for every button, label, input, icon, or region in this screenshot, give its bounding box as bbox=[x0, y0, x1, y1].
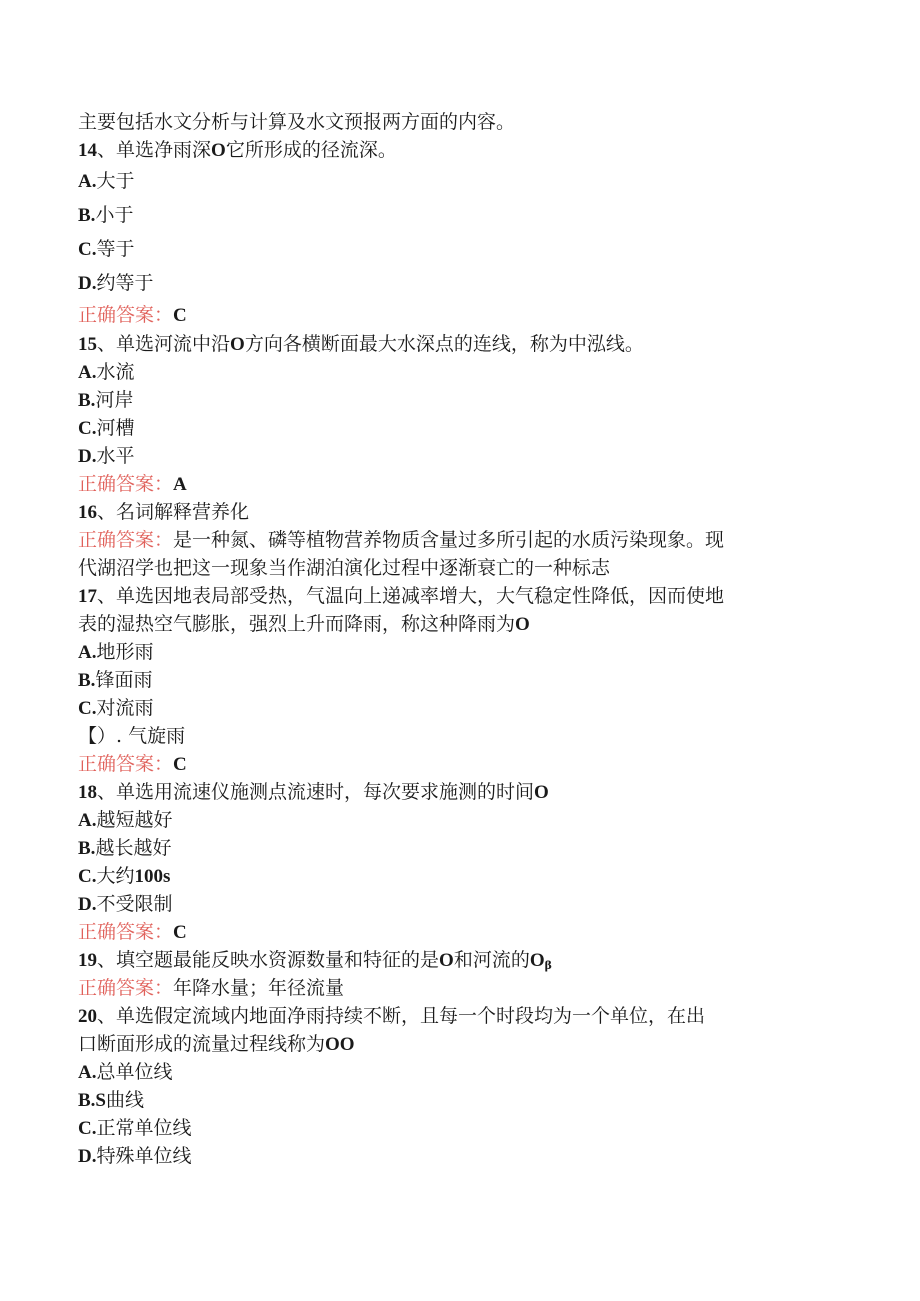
question-16-stem: 16、名词解释营养化 bbox=[78, 501, 250, 523]
q20-option-d: D.特殊单位线 bbox=[78, 1145, 192, 1167]
answer-value: C bbox=[173, 305, 187, 326]
answer-label: 正确答案： bbox=[78, 977, 174, 999]
intro-line: 主要包括水文分析与计算及水文预报两方面的内容。 bbox=[78, 111, 516, 133]
blank-marker: O bbox=[515, 614, 530, 635]
question-number: 14 bbox=[78, 140, 97, 161]
question-20-stem: 20、单选假定流域内地面净雨持续不断，且每一个时段均为一个单位，在出 bbox=[78, 1005, 706, 1027]
answer-value: A bbox=[173, 474, 187, 495]
q16-answer-line-1: 正确答案：是一种氮、磷等植物营养物质含量过多所引起的水质污染现象。现 bbox=[78, 529, 725, 551]
q14-option-b: B.小于 bbox=[78, 204, 134, 226]
question-number: 18 bbox=[78, 782, 97, 803]
answer-label: 正确答案： bbox=[78, 473, 174, 495]
question-number: 19 bbox=[78, 950, 97, 971]
q17-answer bbox=[78, 750, 838, 778]
question-19-stem: 19、填空题最能反映水资源数量和特征的是O和河流的$O_\beta$ bbox=[78, 949, 552, 972]
q15-option-b: B.河岸 bbox=[78, 389, 134, 411]
question-number: 17 bbox=[78, 586, 97, 607]
q18-option-a: A.越短越好 bbox=[78, 809, 173, 831]
question-number: 20 bbox=[78, 1006, 97, 1027]
question-17-stem: 17、单选因地表局部受热，气温向上递减率增大，大气稳定性降低，因而使地 bbox=[78, 585, 725, 607]
answer-label: 正确答案： bbox=[78, 304, 174, 326]
q14-option-d: D.约等于 bbox=[78, 272, 154, 294]
question-number: 16 bbox=[78, 502, 97, 523]
q19-answer bbox=[78, 974, 838, 1002]
q14-answer bbox=[78, 300, 838, 330]
answer-value: C bbox=[173, 754, 187, 775]
question-14-stem: 14、单选净雨深O它所形成的径流深。 bbox=[78, 139, 397, 161]
q20-option-b: B.S曲线 bbox=[78, 1089, 145, 1111]
q18-option-c: C.大约100s bbox=[78, 865, 171, 887]
blank-marker: O bbox=[230, 334, 245, 355]
answer-value: 年降水量；年径流量 bbox=[173, 977, 345, 999]
question-17-stem-cont: 表的湿热空气膨胀，强烈上升而降雨，称这种降雨为O bbox=[78, 613, 530, 635]
q18-option-d: D.不受限制 bbox=[78, 893, 173, 915]
question-15-stem: 15、单选河流中沿O方向各横断面最大水深点的连线，称为中泓线。 bbox=[78, 333, 644, 355]
q18-option-b: B.越长越好 bbox=[78, 837, 172, 859]
blank-marker: O bbox=[534, 782, 549, 803]
blank-marker: O bbox=[439, 950, 454, 971]
document-page bbox=[78, 108, 838, 1170]
answer-value: C bbox=[173, 922, 187, 943]
q14-option-a: A.大于 bbox=[78, 170, 135, 192]
q17-option-d: 【）. 气旋雨 bbox=[78, 725, 186, 747]
answer-label: 正确答案： bbox=[78, 921, 174, 943]
answer-label: 正确答案： bbox=[78, 753, 174, 775]
blank-marker: O bbox=[211, 140, 226, 161]
answer-label: 正确答案： bbox=[78, 529, 174, 551]
question-20-stem-cont: 口断面形成的流量过程线称为OO bbox=[78, 1033, 355, 1055]
q15-option-a: A.水流 bbox=[78, 361, 135, 383]
q17-option-b: B.锋面雨 bbox=[78, 669, 153, 691]
q17-option-c: C.对流雨 bbox=[78, 697, 154, 719]
q18-answer bbox=[78, 918, 838, 946]
subscript-mark: β bbox=[544, 959, 552, 972]
blank-marker: O bbox=[529, 950, 545, 971]
blank-marker: OO bbox=[325, 1034, 355, 1055]
q20-option-c: C.正常单位线 bbox=[78, 1117, 192, 1139]
q15-option-c: C.河槽 bbox=[78, 417, 135, 439]
q15-answer bbox=[78, 470, 838, 498]
q20-option-a: A.总单位线 bbox=[78, 1061, 173, 1083]
q15-option-d: D.水平 bbox=[78, 445, 135, 467]
question-18-stem: 18、单选用流速仪施测点流速时，每次要求施测的时间O bbox=[78, 781, 549, 803]
question-number: 15 bbox=[78, 334, 97, 355]
q14-option-c: C.等于 bbox=[78, 238, 135, 260]
q16-answer-line-2: 代湖沼学也把这一现象当作湖泊演化过程中逐渐衰亡的一种标志 bbox=[78, 557, 611, 579]
q17-option-a: A.地形雨 bbox=[78, 641, 154, 663]
